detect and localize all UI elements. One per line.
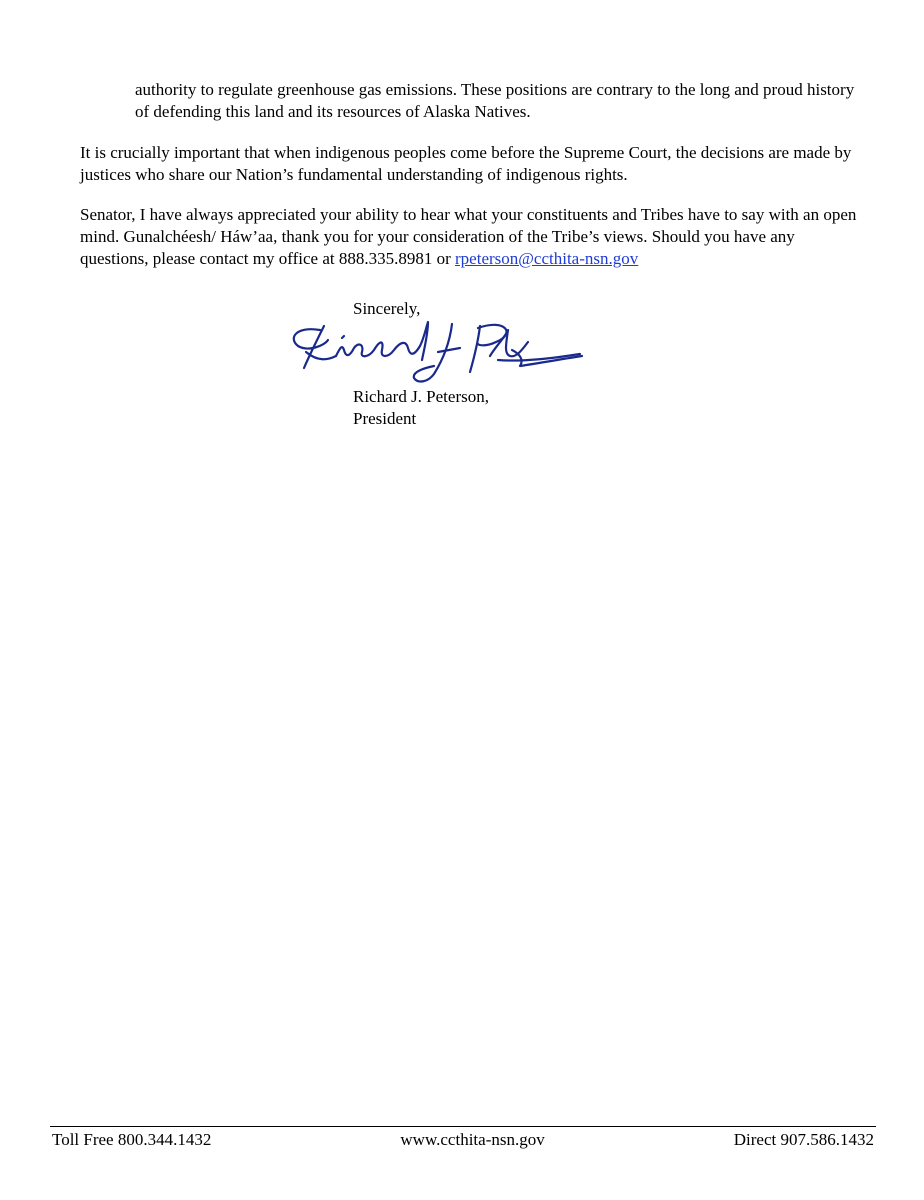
closing-paragraph-text: Senator, I have always appreciated your ability to hear what your constituents and Tribes have to say with an open mind. Gunalchéesh/ Háw’aa, thank you for your consideration of the Tribe’s views. Should you have any questions, please contact my office at 888.335.8981 or [80,205,857,268]
handwritten-signature [284,316,584,388]
continued-paragraph: authority to regulate greenhouse gas emissions. These positions are contrary to the long and proud history of defending this land and its resources of Alaska Natives. [135,80,855,121]
letterhead-footer [52,1129,874,1151]
closing-paragraph [80,204,860,270]
contact-email-link[interactable]: rpeterson@ccthita-nsn.gov [455,249,639,268]
footer-direct: Direct 907.586.1432 [733,1130,874,1149]
footer-toll-free: Toll Free 800.344.1432 [52,1130,212,1149]
signer-block [353,386,489,430]
importance-paragraph: It is crucially important that when indigenous peoples come before the Supreme Court, the decisions are made by justices who share our Nation’s fundamental understanding of indigenous rights. [80,143,852,184]
footer-website: www.ccthita-nsn.gov [400,1130,545,1149]
signer-name: Richard J. Peterson, [353,387,489,406]
footer-divider [50,1126,876,1127]
valediction: Sincerely, [353,299,421,318]
signer-title: President [353,409,417,428]
